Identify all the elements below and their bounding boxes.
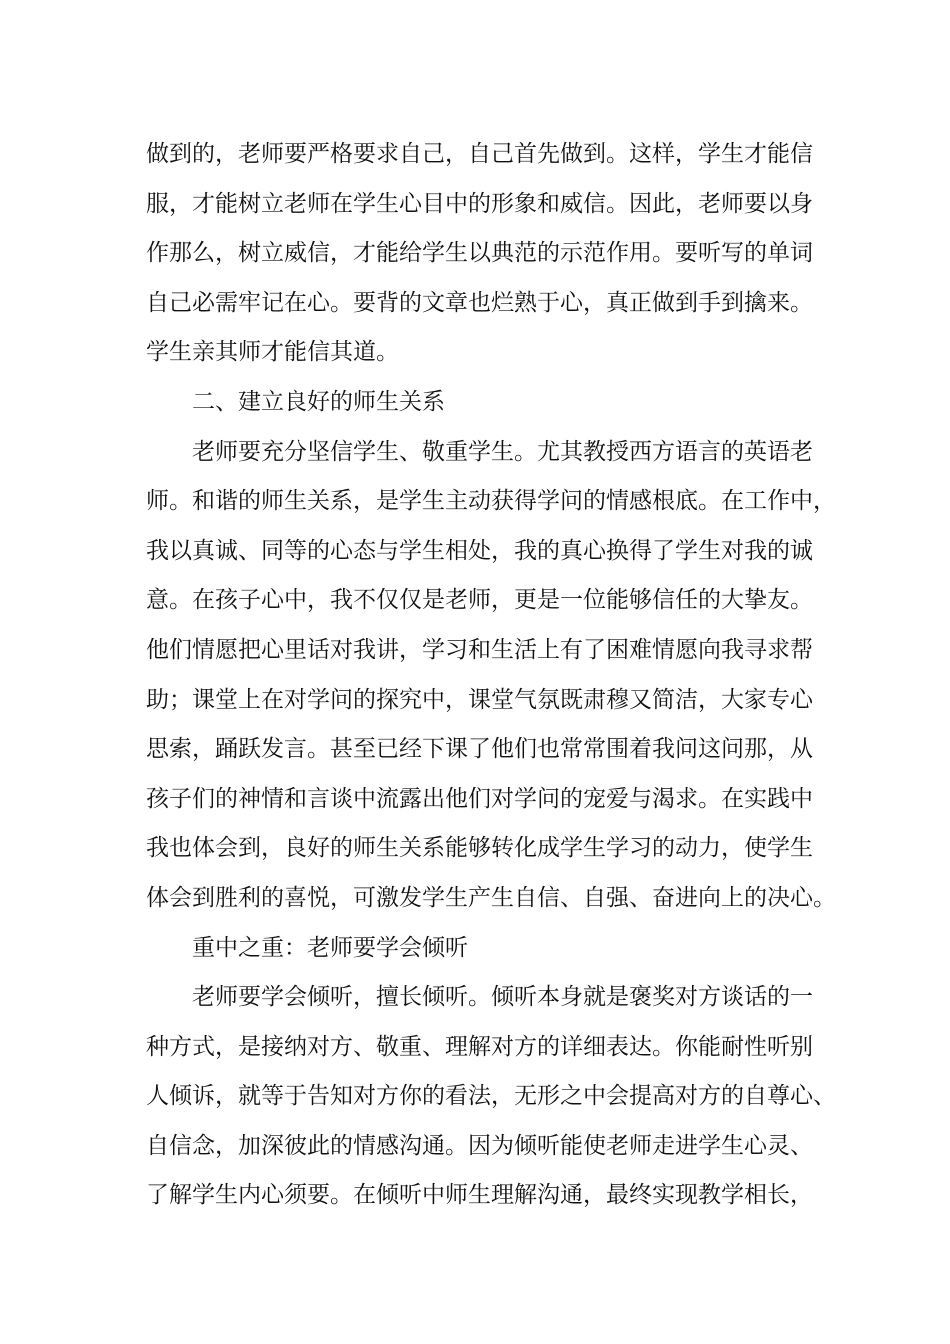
- text-line: 做到的，老师要严格要求自己，自己首先做到。这样，学生才能信: [146, 141, 813, 167]
- text-line: 服，才能树立老师在学生心目中的形象和威信。因此，老师要以身: [146, 190, 813, 217]
- text-line: 师。和谐的师生关系，是学生主动获得学问的情感根底。在工作中，: [146, 488, 836, 515]
- text-line: 人倾诉，就等于告知对方你的看法，无形之中会提高对方的自尊心、: [146, 1083, 836, 1110]
- text-line: 孩子们的神情和言谈中流露出他们对学问的宠爱与渴求。在实践中: [146, 785, 813, 812]
- text-line: 作那么，树立威信，才能给学生以典范的示范作用。要听写的单词: [146, 240, 813, 267]
- paragraph-first-line: 老师要学会倾听，擅长倾听。倾听本身就是褒奖对方谈话的一: [192, 984, 813, 1011]
- paragraph-first-line: 老师要充分坚信学生、敬重学生。尤其教授西方语言的英语老: [192, 438, 813, 465]
- text-line: 种方式，是接纳对方、敬重、理解对方的详细表达。你能耐性听别: [146, 1033, 813, 1060]
- text-line: 了解学生内心须要。在倾听中师生理解沟通，最终实现教学相长，: [146, 1182, 813, 1209]
- body-text: [146, 130, 836, 1221]
- text-line: 我也体会到，良好的师生关系能够转化成学生学习的动力，使学生: [146, 835, 813, 862]
- text-line: 意。在孩子心中，我不仅仅是老师，更是一位能够信任的大挚友。: [146, 587, 813, 614]
- text-line: 体会到胜利的喜悦，可激发学生产生自信、自强、奋进向上的决心。: [146, 884, 836, 911]
- text-line: 助；课堂上在对学问的探究中，课堂气氛既肃穆又简洁，大家专心: [146, 686, 813, 713]
- text-line: 学生亲其师才能信其道。: [146, 339, 399, 366]
- text-line: 思索，踊跃发言。甚至已经下课了他们也常常围着我问这问那，从: [146, 736, 813, 763]
- text-line: 我以真诚、同等的心态与学生相处，我的真心换得了学生对我的诚: [146, 537, 813, 564]
- text-line: 他们情愿把心里话对我讲，学习和生活上有了困难情愿向我寻求帮: [146, 636, 813, 663]
- section-heading: 二、建立良好的师生关系: [192, 388, 445, 415]
- text-line: 自己必需牢记在心。要背的文章也烂熟于心，真正做到手到擒来。: [146, 289, 813, 316]
- text-line: 自信念，加深彼此的情感沟通。因为倾听能使老师走进学生心灵、: [146, 1132, 813, 1159]
- section-heading: 重中之重：老师要学会倾听: [192, 934, 468, 961]
